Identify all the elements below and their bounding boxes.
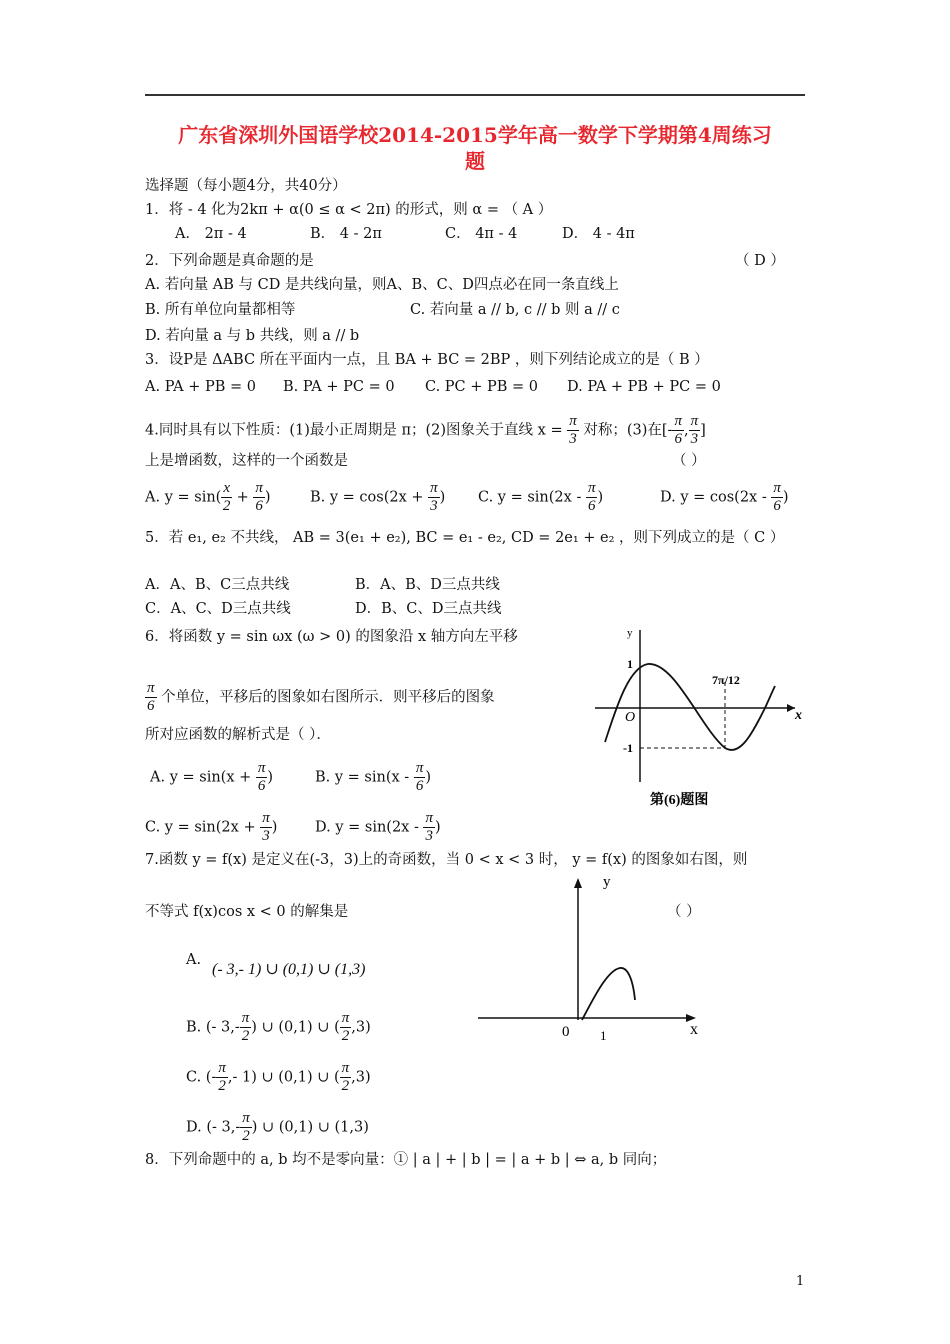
frac-den: 6: [257, 778, 266, 794]
q7-stem-line1: 7.函数 y = f(x) 是定义在(-3，3)上的奇函数，当 0 < x < 3 时， y = f(x) 的图象如右图，则: [145, 852, 748, 868]
section-heading: 选择题（每小题4分，共40分）: [145, 178, 347, 194]
q2-option-c: C. 若向量 a // b, c // b 则 a // c: [410, 302, 620, 318]
q6-option-d-text: D. y = sin(2x -: [315, 819, 419, 836]
frac-num: π: [241, 1010, 250, 1026]
fig6-y-label: y: [627, 627, 633, 639]
q6-option-c: C. y = sin(2x + $\frac{\pi}{3}$ ): [145, 810, 278, 844]
q6-option-a-text: A. y = sin(x +: [150, 769, 252, 786]
fraction-pi-over-3: [260, 810, 272, 845]
q4-stem-line2: 上是增函数，这样的一个函数是: [145, 453, 348, 469]
fraction-pi-over-6: [586, 480, 598, 515]
q7-option-c-text2: ,- 1) ∪ (0,1) ∪ (: [227, 1069, 340, 1086]
q7-option-d-text2: ) ∪ (0,1) ∪ (1,3): [251, 1119, 369, 1136]
q6-option-d: D. y = sin(2x - $\frac{\pi}{3}$ ): [315, 810, 441, 844]
frac-num: π: [430, 480, 438, 496]
q6-stem-line2: [145, 680, 495, 715]
q4-option-d-text: D. y = cos(2x -: [660, 489, 767, 506]
q5-option-b: B．A、B、D三点共线: [355, 577, 500, 593]
q7-option-b-text2: ) ∪ (0,1) ∪ (: [251, 1019, 340, 1036]
q1-option-a: A． 2π - 4: [175, 226, 247, 242]
fraction-pi-over-6: [672, 413, 684, 448]
q4-stem-line1: 4.同时具有以下性质：(1)最小正周期是 π；(2)图象关于直线 x = $\frac{\pi}{3}$ 对称；(3)在[- $\frac{\pi}{6}$ , $\frac{\pi}{3}$ ]: [145, 413, 706, 447]
q7-option-c-text3: ,3): [351, 1069, 371, 1086]
fraction-pi-over-6: [253, 480, 265, 515]
q4-stem-part2: 对称；(3)在[-: [583, 422, 673, 439]
q4-stem-part1: 4.同时具有以下性质：(1)最小正周期是 π；(2)图象关于直线 x =: [145, 422, 563, 439]
q1-stem: 1．将 - 4 化为2kπ + α(0 ≤ α < 2π) 的形式，则 α = （ A ）: [145, 202, 553, 218]
fraction-pi-over-2: [340, 1010, 352, 1045]
q5-option-d: D．B、C、D三点共线: [355, 601, 502, 617]
fraction-pi-over-2: [340, 1060, 352, 1095]
q4-option-a: A. y = sin( $\frac{x}{2}$ + $\frac{\pi}{6}$ ): [145, 480, 271, 514]
q4-option-c-text: C. y = sin(2x -: [478, 489, 582, 506]
q7-answer: （ ）: [667, 904, 701, 920]
fraction-x-over-2: [221, 480, 232, 515]
q3-stem: 3．设P是 ΔABC 所在平面内一点，且 BA + BC = 2BP ，则下列结论成立的是（ B ）: [145, 352, 709, 368]
q7-option-c: [186, 1060, 371, 1095]
fig7-tick-label: 1: [600, 1028, 607, 1043]
y-axis-arrow-icon: [574, 878, 582, 888]
fraction-pi-over-2: [240, 1010, 252, 1045]
fraction-pi-over-6: [771, 480, 783, 515]
q2-stem: 2．下列命题是真命题的是: [145, 253, 314, 269]
q6-sine-figure: [590, 622, 810, 812]
q2-option-a: A. 若向量 AB 与 CD 是共线向量，则A、B、C、D四点必在同一条直线上: [145, 277, 619, 293]
fig6-x-label: x: [795, 708, 802, 723]
q5-option-a: A．A、B、C三点共线: [145, 577, 290, 593]
sine-curve: [605, 664, 775, 750]
q7-option-b-text3: ,3): [351, 1019, 371, 1036]
fraction-pi-over-6: [256, 760, 268, 795]
q7-option-d: [186, 1110, 369, 1145]
fraction-pi-over-3: [567, 413, 579, 448]
q4-option-c: C. y = sin(2x - $\frac{\pi}{6}$ ): [478, 480, 604, 514]
fig7-origin-label: 0: [562, 1024, 570, 1040]
frac-den: 6: [773, 498, 781, 514]
frac-den: 6: [147, 698, 155, 714]
frac-num: π: [147, 680, 155, 696]
frac-den: 2: [241, 1028, 250, 1044]
q5-option-c: C．A、C、D三点共线: [145, 601, 291, 617]
page-number: 1: [796, 1274, 805, 1289]
q7-option-d-text1: D. (- 3,-: [186, 1119, 241, 1136]
q6-stem-line2-text: 个单位，平移后的图象如右图所示．则平移后的图象: [161, 689, 495, 706]
q2-option-b: B. 所有单位向量都相等: [145, 302, 296, 318]
fig6-caption: 第(6)题图: [650, 793, 709, 808]
fig6-origin-label: O: [625, 710, 636, 725]
frac-num: π: [773, 480, 781, 496]
q7-option-b: [186, 1010, 371, 1045]
q8-stem: 8．下列命题中的 a, b 均不是零向量：① | a | + | b | = | a + b | ⇔ a, b 同向；: [145, 1152, 667, 1168]
fig6-ymax-label: 1: [627, 657, 633, 671]
q4-answer: （ ）: [672, 453, 706, 469]
q3-option-b: B. PA + PC = 0: [283, 379, 395, 395]
frac-num: π: [674, 413, 682, 429]
q6-stem-line3: 所对应函数的解析式是（ ）．: [145, 727, 331, 743]
q6-stem-line1: 6．将函数 y = sin ωx (ω > 0) 的图象沿 x 轴方向左平移: [145, 629, 518, 645]
q1-option-b: B． 4 - 2π: [310, 226, 382, 242]
frac-den: 6: [255, 498, 263, 514]
q7-option-b-text1: B. (- 3,-: [186, 1019, 240, 1036]
q7-function-figure: [470, 870, 710, 1045]
q3-option-c: C. PC + PB = 0: [425, 379, 539, 395]
frac-den: 3: [569, 431, 577, 447]
frac-num: π: [569, 413, 577, 429]
q3-option-d: D. PA + PB + PC = 0: [567, 379, 721, 395]
fraction-pi-over-2: [216, 1060, 228, 1095]
fig6-ymin-label: -1: [623, 741, 633, 755]
q6-option-a: A. y = sin(x + $\frac{\pi}{6}$ ): [150, 760, 274, 794]
frac-num: π: [262, 810, 270, 826]
frac-num: π: [341, 1060, 350, 1076]
fig7-x-label: x: [690, 1021, 698, 1038]
q7-stem-line2: 不等式 f(x)cos x < 0 的解集是: [145, 904, 349, 920]
frac-den: 3: [425, 828, 433, 844]
fraction-pi-over-6: [414, 760, 426, 795]
frac-num: π: [425, 810, 433, 826]
function-curve: [582, 968, 635, 1020]
frac-num: π: [255, 480, 263, 496]
q3-option-a: A. PA + PB = 0: [145, 379, 256, 395]
document-title: 广东省深圳外国语学校2014-2015学年高一数学下学期第4周练习: [178, 123, 772, 147]
q4-option-b: B. y = cos(2x + $\frac{\pi}{3}$ ): [310, 480, 446, 514]
frac-den: 2: [341, 1028, 350, 1044]
frac-den: 2: [341, 1078, 350, 1094]
fraction-pi-over-3: [423, 810, 435, 845]
header-rule: [145, 94, 805, 96]
frac-num: π: [257, 760, 266, 776]
frac-num: π: [341, 1010, 350, 1026]
q4-option-b-text: B. y = cos(2x +: [310, 489, 424, 506]
frac-den: 6: [587, 498, 596, 514]
frac-den: 3: [690, 431, 699, 447]
frac-num: π: [690, 413, 699, 429]
q7-option-a-label: A.: [186, 952, 202, 968]
x-axis-arrow-icon: [787, 704, 795, 712]
fraction-pi-over-6: [145, 680, 157, 715]
fraction-pi-over-3: [689, 413, 701, 448]
q6-option-c-text: C. y = sin(2x +: [145, 819, 256, 836]
frac-num: π: [242, 1110, 250, 1126]
document-title-continued: 题: [465, 149, 485, 173]
frac-num: π: [218, 1060, 226, 1076]
q6-option-b: B. y = sin(x - $\frac{\pi}{6}$ ): [315, 760, 431, 794]
fig7-y-label: y: [603, 874, 611, 890]
q5-stem: 5．若 e₁, e₂ 不共线， AB = 3(e₁ + e₂), BC = e₁ - e₂, CD = 2e₁ + e₂ ，则下列成立的是（ C ）: [145, 530, 785, 546]
q7-option-c-text1: C. (-: [186, 1069, 217, 1086]
q1-option-d: D． 4 - 4π: [562, 226, 635, 242]
frac-den: 2: [242, 1128, 250, 1144]
frac-den: 2: [218, 1078, 226, 1094]
q6-option-b-text: B. y = sin(x -: [315, 769, 410, 786]
q2-answer: （ D ）: [735, 253, 785, 269]
frac-den: 3: [430, 498, 438, 514]
frac-num: x: [223, 480, 230, 496]
fraction-pi-over-3: [428, 480, 440, 515]
q4-option-d: D. y = cos(2x - $\frac{\pi}{6}$ ): [660, 480, 789, 514]
frac-den: 3: [262, 828, 270, 844]
q4-option-a-text: A. y = sin(: [145, 489, 222, 506]
frac-num: π: [415, 760, 424, 776]
q2-option-d: D. 若向量 a 与 b 共线，则 a // b: [145, 328, 360, 344]
q1-option-c: C． 4π - 4: [445, 226, 518, 242]
frac-den: 2: [222, 498, 231, 514]
frac-den: 6: [674, 431, 682, 447]
frac-den: 6: [415, 778, 424, 794]
fig6-mark-label: 7π/12: [712, 673, 740, 687]
frac-num: π: [587, 480, 596, 496]
q7-option-a: (- 3,- 1) ∪ (0,1) ∪ (1,3): [212, 961, 366, 978]
fraction-pi-over-2: [240, 1110, 252, 1145]
